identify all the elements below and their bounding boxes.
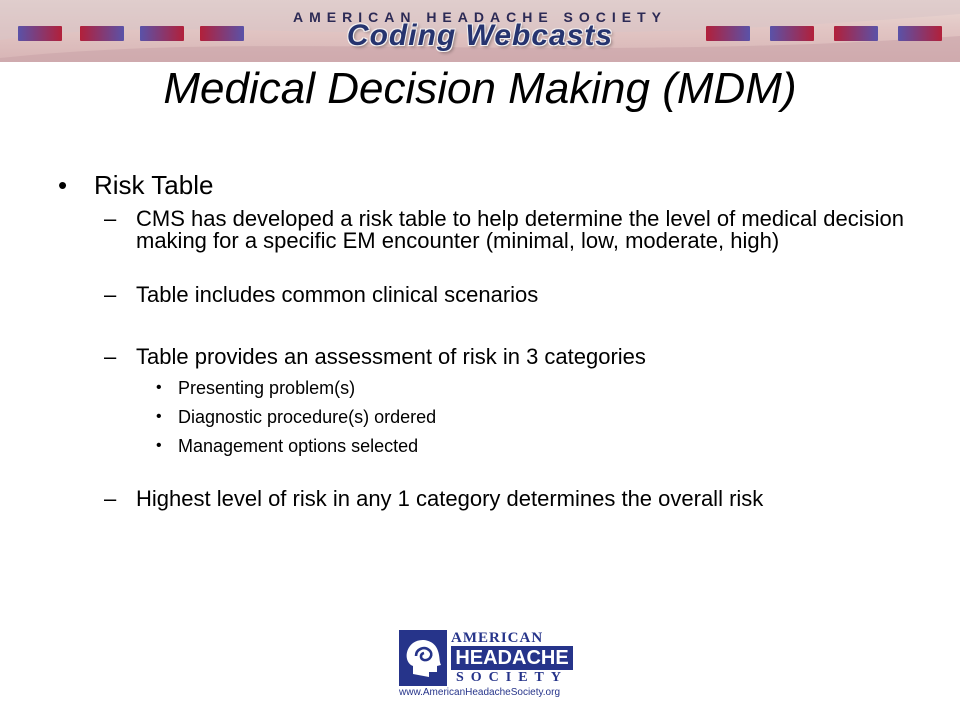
sub-bullet-marker: – <box>104 282 117 307</box>
sub-bullet-risk-categories <box>58 346 938 368</box>
sub-bullet-marker: – <box>104 486 117 511</box>
category-marker: • <box>156 408 162 425</box>
sub-bullet-cms-risk-table <box>58 208 926 252</box>
category-management-options <box>58 436 938 456</box>
bullet-text: Risk Table <box>94 170 214 200</box>
category-text: Diagnostic procedure(s) ordered <box>178 407 437 427</box>
sub-bullet-clinical-scenarios <box>58 284 938 306</box>
slide-title: Medical Decision Making (MDM) <box>163 64 797 113</box>
sub-bullet-text: Table provides an assessment of risk in 3 categories <box>136 344 646 369</box>
sub-bullet-marker: – <box>104 344 117 369</box>
sub-bullet-text: CMS has developed a risk table to help determine the level of medical decision making for a specific EM encounter (minimal, low, moderate, high) <box>136 206 904 253</box>
logo-wordmark <box>451 630 573 686</box>
sub-bullet-text: Highest level of risk in any 1 category determines the overall risk <box>136 486 764 511</box>
logo-line-headache: HEADACHE <box>451 646 573 670</box>
category-marker: • <box>156 437 162 454</box>
logo-line-society: SOCIETY <box>455 670 569 685</box>
header-banner <box>0 0 960 62</box>
ahs-logo <box>399 630 573 698</box>
sub-bullet-highest-risk <box>58 488 938 510</box>
bullet-risk-table <box>58 168 938 202</box>
category-text: Management options selected <box>178 436 419 456</box>
logo-line-american: AMERICAN <box>451 630 544 646</box>
banner-title: Coding Webcasts <box>346 19 614 52</box>
category-marker: • <box>156 379 162 396</box>
category-text: Presenting problem(s) <box>178 378 356 398</box>
sub-bullet-marker: – <box>104 206 117 231</box>
banner-org-name: AMERICAN HEADACHE SOCIETY <box>292 9 667 25</box>
logo-url: www.AmericanHeadacheSociety.org <box>399 687 561 698</box>
head-profile-icon <box>399 630 447 686</box>
category-presenting-problems <box>58 378 938 398</box>
slide-body <box>58 168 938 510</box>
bullet-marker: • <box>58 170 68 200</box>
sub-bullet-text: Table includes common clinical scenarios <box>136 282 539 307</box>
category-diagnostic-procedures <box>58 407 938 427</box>
